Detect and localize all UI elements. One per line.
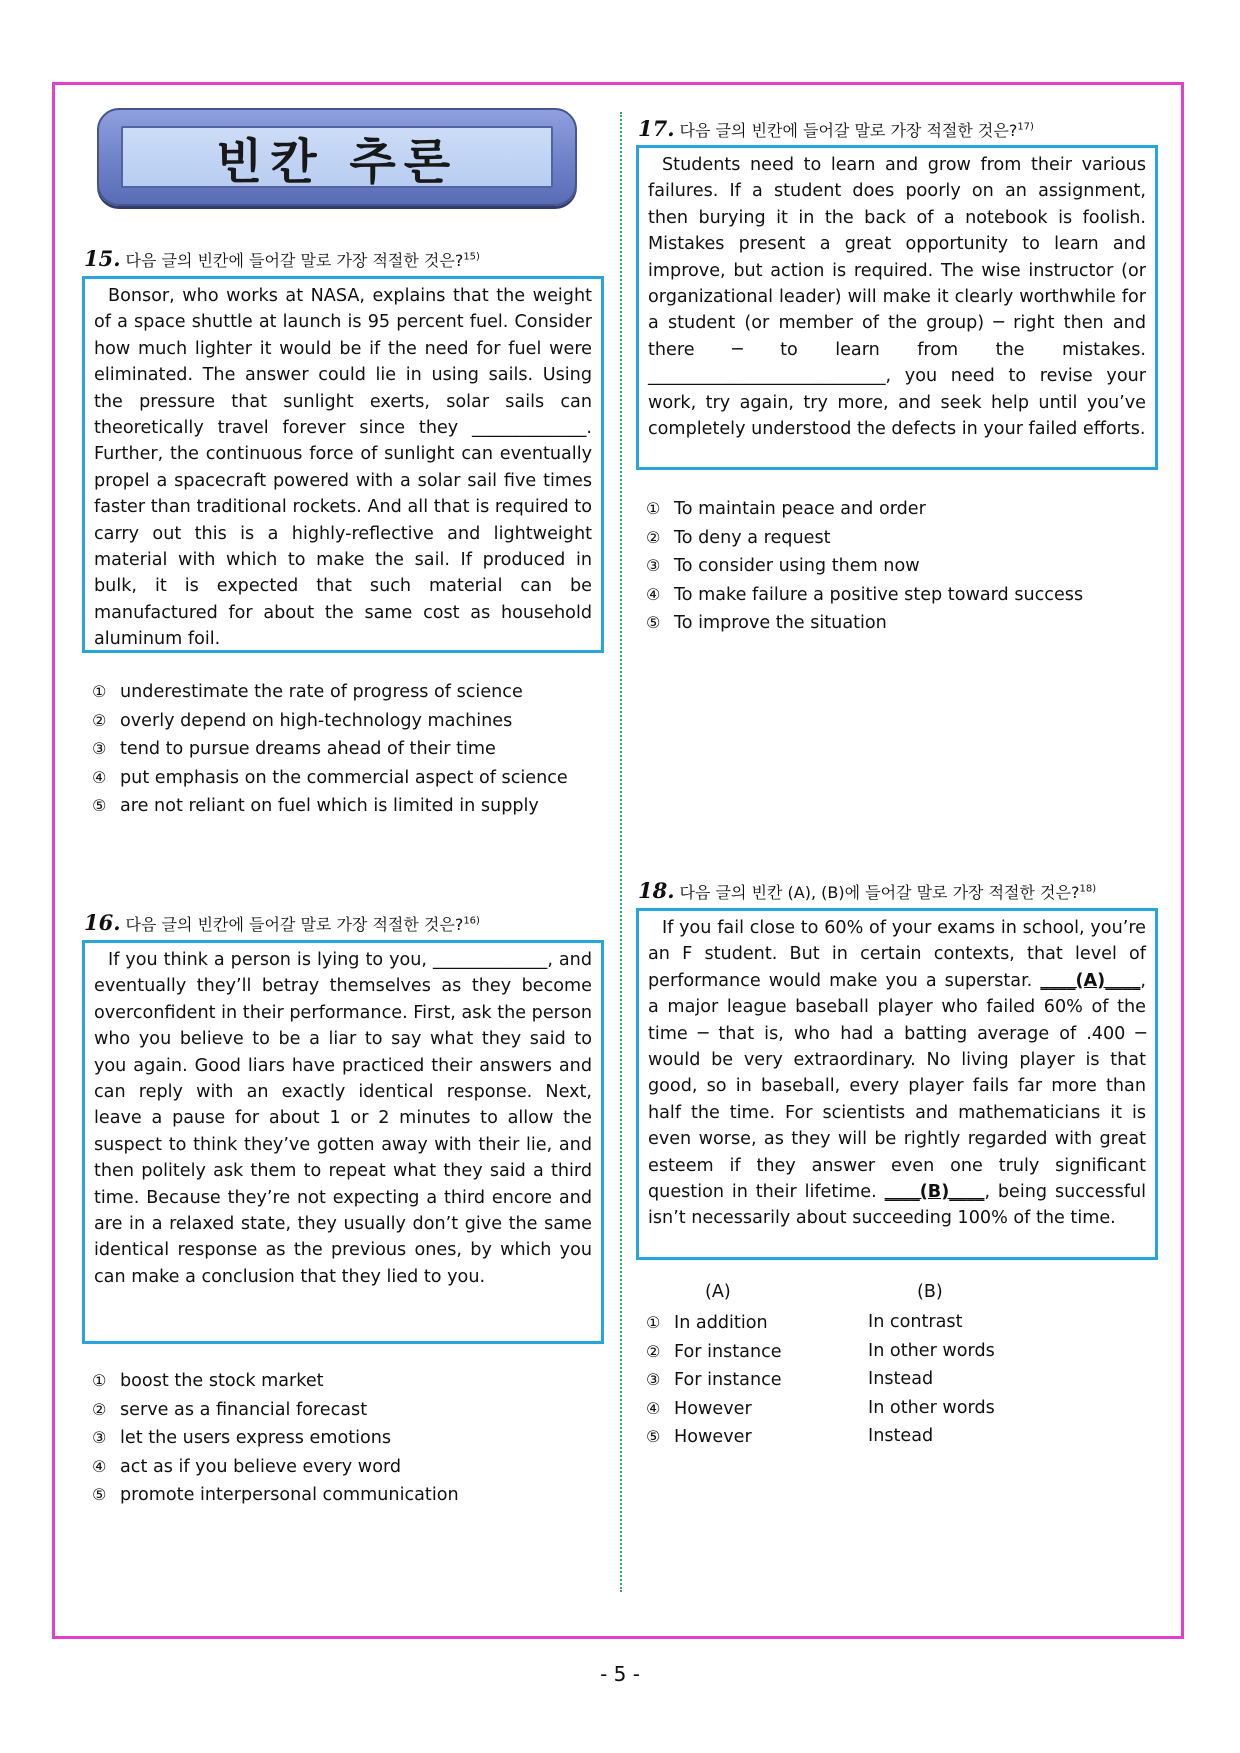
option-a-text: For instance [674, 1341, 782, 1362]
option-mark: ① [92, 1371, 107, 1390]
option-mark: ① [92, 682, 107, 701]
option-2[interactable] [646, 1338, 995, 1367]
question-15-heading [84, 246, 480, 271]
option-1[interactable] [646, 495, 1083, 524]
option-b-text: In other words [868, 1340, 995, 1361]
option-text: serve as a financial forecast [120, 1399, 368, 1420]
option-mark: ③ [92, 1428, 107, 1448]
option-5[interactable] [646, 1423, 995, 1452]
column-divider [620, 112, 622, 1592]
question-16-heading [84, 910, 480, 935]
option-mark: ③ [646, 556, 661, 576]
footnote-ref: 16) [463, 915, 480, 927]
option-3[interactable] [646, 1366, 995, 1395]
passage-text: Students need to learn and grow from their various failures. If a student does poorly on an assignment, then burying it in the back of a notebook is foolish. Mistakes present a great opportunity to learn and improve, but action is required. The wise instructor (or organizational leader) will make it clearly worthwhile for a student (or member of the group) ─ right then and there ─ to learn from the mistakes. ___________________________, you need to revise your work, try again, try more, and seek help until you’ve completely understood the defects in your failed efforts. [648, 155, 1146, 440]
option-3[interactable] [92, 735, 568, 764]
section-title-panel [121, 126, 553, 188]
option-text: promote interpersonal communication [120, 1485, 459, 1506]
option-mark: ② [92, 1399, 107, 1419]
option-text: To consider using them now [674, 556, 920, 577]
footnote-ref: 17) [1017, 121, 1034, 133]
question-prompt: 다음 글의 빈칸에 들어갈 말로 가장 적절한 것은? [679, 121, 1018, 140]
question-prompt: 다음 글의 빈칸 (A), (B)에 들어갈 말로 가장 적절한 것은? [679, 883, 1080, 902]
option-mark: ④ [646, 584, 661, 604]
question-number: 16. [84, 910, 121, 935]
section-title-badge [97, 108, 577, 206]
blank-a: ____(A)____ [1040, 970, 1141, 991]
option-mark: ② [646, 1341, 661, 1361]
footnote-ref: 18) [1079, 883, 1097, 895]
question-18-options [646, 1309, 995, 1452]
option-4[interactable] [92, 764, 568, 793]
option-mark: ① [646, 1313, 661, 1332]
question-18-heading [638, 878, 1096, 903]
passage-text: If you think a person is lying to you, _____________, and eventually they’ll betray themselves as they become overconfident in their performance. First, ask the person who you believe to be a liar to say what they said to you again. Good liars have practiced their answers and can reply with an exactly identical response. Next, leave a pause for about 1 or 2 minutes to allow the suspect to think they’ve gotten away with their lie, and then politely ask them to repeat what they said a third time. Because they’re not expecting a third encore and are in a relaxed state, they usually don’t give the same identical response as the previous ones, by which you can make a conclusion that they lied to you. [94, 950, 592, 1287]
option-4[interactable] [92, 1453, 459, 1482]
option-4[interactable] [646, 581, 1083, 610]
question-number: 18. [638, 878, 675, 903]
question-prompt: 다음 글의 빈칸에 들어갈 말로 가장 적절한 것은? [125, 915, 464, 934]
option-text: overly depend on high-technology machines [120, 710, 513, 731]
question-number: 15. [84, 246, 121, 271]
blank-b: ____(B)____ [884, 1182, 985, 1203]
option-text: To maintain peace and order [674, 499, 926, 519]
section-title: 빈칸 추론 [215, 133, 459, 190]
option-a-text: For instance [674, 1370, 782, 1390]
option-2[interactable] [92, 707, 568, 736]
option-2[interactable] [646, 524, 1083, 553]
footnote-ref: 15) [463, 251, 480, 263]
option-a-text: However [674, 1427, 752, 1447]
page-number: - 5 - [600, 1662, 640, 1686]
question-17-passage [636, 145, 1158, 470]
option-text: let the users express emotions [120, 1428, 392, 1449]
question-18-passage [636, 908, 1158, 1260]
option-3[interactable] [92, 1424, 459, 1453]
option-5[interactable] [92, 1481, 459, 1510]
option-a-text: In addition [674, 1313, 768, 1333]
option-mark: ③ [646, 1370, 661, 1389]
option-1[interactable] [92, 1367, 459, 1396]
option-b-text: Instead [868, 1426, 934, 1446]
option-text: boost the stock market [120, 1371, 324, 1391]
question-number: 17. [638, 116, 675, 141]
question-17-heading [638, 116, 1034, 141]
option-5[interactable] [92, 792, 568, 821]
option-mark: ② [92, 710, 107, 730]
option-mark: ② [646, 527, 661, 547]
option-b-text: Instead [868, 1369, 934, 1389]
option-1[interactable] [92, 678, 568, 707]
question-15-options [92, 678, 568, 821]
option-text: put emphasis on the commercial aspect of science [120, 767, 568, 788]
option-mark: ⑤ [92, 1485, 107, 1505]
option-text: are not reliant on fuel which is limited in supply [120, 796, 539, 817]
passage-text: , a major league baseball player who failed 60% of the time ─ that is, who had a batting average of .400 ─ would be very extraordinary. No living player is that good, so in baseball, every player fails far more than half the time. For scientists and mathematicians it is even worse, as they will be rightly regarded with great esteem if they answer even one truly significant question in their lifetime. [648, 970, 1146, 1203]
option-a-text: However [674, 1398, 752, 1419]
option-3[interactable] [646, 552, 1083, 581]
option-text: act as if you believe every word [120, 1456, 402, 1477]
passage-text: If you fail close to 60% of your exams in school, you’re an F student. But in certain contexts, that level of performance would make you a superstar. [648, 918, 1146, 991]
option-1[interactable] [646, 1309, 995, 1338]
option-5[interactable] [646, 609, 1083, 638]
passage-text: Bonsor, who works at NASA, explains that the weight of a space shuttle at launch is 95 percent fuel. Consider how much lighter it would be if the need for fuel were eliminated. The answer could lie in using sails. Using the pressure that sunlight exerts, solar sails can theoretically travel forever since they _____________. Further, the continuous force of sunlight can eventually propel a spacecraft powered with a solar sail five times faster than traditional rockets. And all that is required to carry out this is a highly-reflective and lightweight material with which to make the sail. If produced in bulk, it is expected that such material can be manufactured for about the same cost as household aluminum foil. [94, 286, 592, 650]
option-4[interactable] [646, 1395, 995, 1424]
question-prompt: 다음 글의 빈칸에 들어갈 말로 가장 적절한 것은? [125, 251, 464, 270]
question-16-options [92, 1367, 459, 1510]
option-text: To improve the situation [674, 613, 887, 634]
question-15-passage [82, 276, 604, 653]
passage-text: , being successful isn’t necessarily about succeeding 100% of the time. [648, 1182, 1146, 1229]
option-text: tend to pursue dreams ahead of their time [120, 739, 496, 760]
option-mark: ① [646, 499, 661, 518]
column-b-header: (B) [917, 1282, 943, 1302]
option-mark: ④ [92, 1456, 107, 1476]
option-mark: ④ [646, 1398, 661, 1418]
option-2[interactable] [92, 1396, 459, 1425]
option-mark: ⑤ [646, 613, 661, 633]
option-mark: ⑤ [646, 1427, 661, 1446]
option-b-text: In contrast [868, 1312, 963, 1332]
question-17-options [646, 495, 1083, 638]
option-text: underestimate the rate of progress of science [120, 682, 523, 702]
option-mark: ⑤ [92, 796, 107, 816]
column-a-header: (A) [705, 1282, 731, 1302]
option-text: To deny a request [674, 527, 831, 548]
option-mark: ④ [92, 767, 107, 787]
question-16-passage [82, 940, 604, 1344]
option-b-text: In other words [868, 1397, 995, 1418]
option-mark: ③ [92, 739, 107, 759]
option-text: To make failure a positive step toward success [674, 584, 1084, 605]
